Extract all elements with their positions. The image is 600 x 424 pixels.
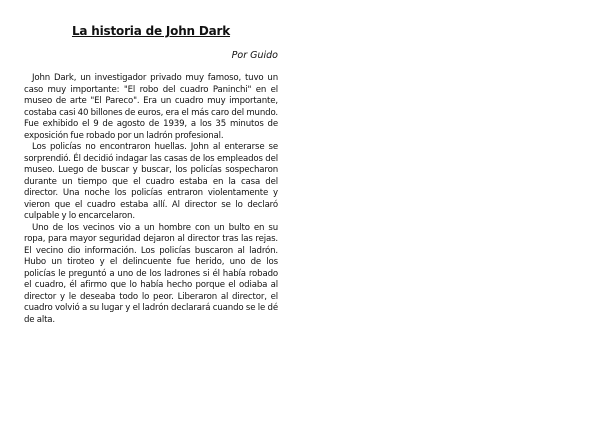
- paragraph-1: John Dark, un investigador privado muy famoso, tuvo un caso muy importante: "El robo del cuadro Paninchi" en el museo de arte "El Pareco". Era un cuadro muy importante, costaba casi 40 billones de euros, era el más caro del mundo. Fue exhibido el 9 de agosto de 1939, a los 35 minutos de exposición fue robado por un ladrón profesional.: [24, 73, 278, 141]
- document-title: La historia de John Dark: [71, 24, 231, 38]
- document-body: [24, 73, 278, 326]
- paragraph-3: Uno de los vecinos vio a un hombre con un bulto en su ropa, para mayor seguridad dejaron al director tras las rejas. El vecino dio información. Los policías buscaron al ladrón. Hubo un tiroteo y el delincuente fue herido, uno de los policías le preguntó a uno de los ladrones si él había robado el cuadro, él afirmo que lo había hecho porque el odiaba al director y le deseaba todo lo peor. Liberaron al director, el cuadro volvió a su lugar y el ladrón declarará cuando se le dé de alta.: [24, 222, 278, 325]
- paragraph-2: Los policías no encontraron huellas. John al enterarse se sorprendió. Él decidió indagar las casas de los empleados del museo. Luego de buscar y buscar, los policías sospecharon durante un tiempo que el cuadro estaba en la casa del director. Una noche los policías entraron violentamente y vieron que el cuadro estaba allí. Al director se lo declaró culpable y lo encarcelaron.: [24, 142, 278, 221]
- document: [24, 22, 278, 326]
- document-author: Por Guido: [231, 50, 278, 61]
